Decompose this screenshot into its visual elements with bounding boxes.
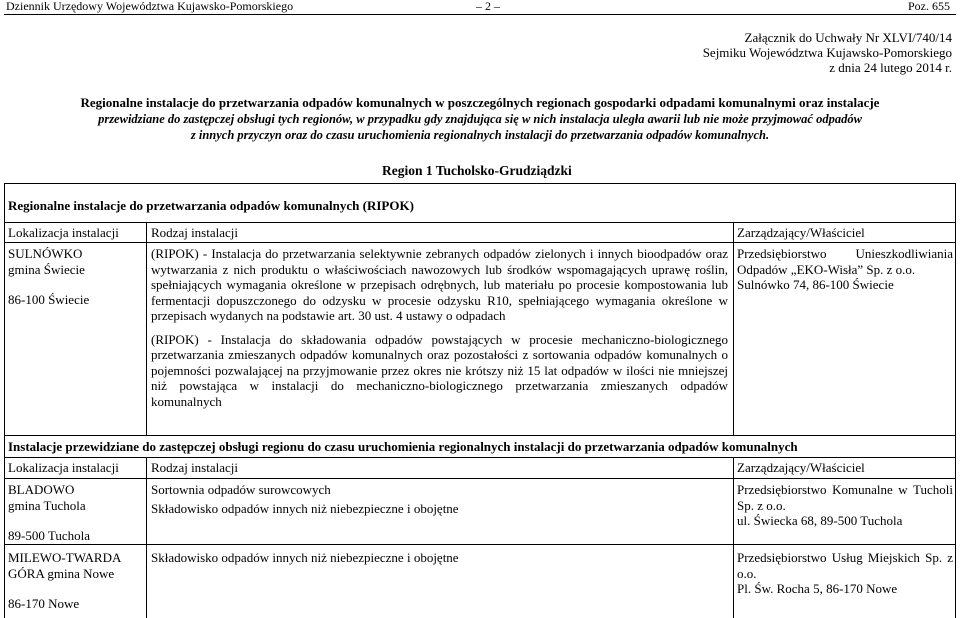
annex-line-2: Sejmiku Województwa Kujawsko-Pomorskiego bbox=[702, 45, 952, 60]
col-divider bbox=[733, 457, 734, 618]
location-municipality: gmina Świecie bbox=[8, 261, 85, 277]
owner-name: Przedsiębiorstwo Komunalne w Tucholi Sp. z o.o. bbox=[737, 482, 953, 513]
title-line-3: z innych przyczyn oraz do czasu uruchomienia regionalnych instalacji do przetwarzania odpadów komunalnych. bbox=[190, 128, 770, 142]
ripok-type bbox=[151, 246, 728, 409]
owner bbox=[737, 482, 953, 529]
title-line-1: Regionalne instalacje do przetwarzania odpadów komunalnych w poszczególnych regionach gospodarki odpadami komunalnymi oraz instalacje bbox=[80, 95, 880, 110]
col-divider bbox=[146, 222, 147, 435]
column-header-location: Lokalizacja instalacji bbox=[8, 225, 119, 240]
installation-type: Sortownia odpadów surowcowych bbox=[151, 482, 331, 497]
left-border bbox=[4, 183, 5, 618]
col-divider bbox=[733, 222, 734, 435]
column-header-owner: Zarządzający/Właściciel bbox=[737, 460, 865, 475]
ripok-owner bbox=[737, 246, 953, 293]
owner-address: ul. Świecka 68, 89-500 Tuchola bbox=[737, 513, 903, 528]
ripok-location bbox=[8, 246, 142, 308]
col-divider bbox=[146, 457, 147, 618]
table-row bbox=[8, 550, 142, 612]
annex-line-1: Załącznik do Uchwały Nr XLVI/740/14 bbox=[744, 30, 952, 45]
position-number: Poz. 655 bbox=[908, 0, 950, 13]
location-name: MILEWO-TWARDA bbox=[8, 550, 122, 565]
rule bbox=[4, 435, 956, 436]
ripok-heading: Regionalne instalacje do przetwarzania odpadów komunalnych (RIPOK) bbox=[8, 198, 414, 213]
annex-line-3: z dnia 24 lutego 2014 r. bbox=[829, 60, 952, 75]
installation-type: Składowisko odpadów innych niż niebezpieczne i obojętne bbox=[151, 550, 459, 565]
owner-address: Pl. Św. Rocha 5, 86-170 Nowe bbox=[737, 581, 898, 596]
owner-name: Przedsiębiorstwo Usług Miejskich Sp. z o.o. bbox=[737, 550, 953, 581]
journal-title: Dziennik Urzędowy Województwa Kujawsko-Pomorskiego bbox=[6, 0, 294, 13]
installation-description: (RIPOK) - Instalacja do składowania odpadów powstających w procesie mechaniczno-biologicznego przetwarzania zmieszanych odpadów komunalnych oraz pozostałości z sortowania odpadów komunalnych o pojemności pozwalającej na przyjmowanie przez okres nie krótszy niż 15 lat odpadów w ilości nie mniejszej niż powstająca w instalacji do mechaniczno-biologicznego przetwarzania zmieszanych odpadów komunalnych bbox=[151, 331, 728, 409]
column-header-type: Rodzaj instalacji bbox=[151, 460, 239, 475]
page-number: – 2 – bbox=[476, 0, 500, 13]
owner bbox=[737, 550, 953, 597]
location-postal: 89-500 Tuchola bbox=[8, 528, 90, 543]
location-municipality: gmina Tuchola bbox=[8, 497, 86, 513]
installation-types bbox=[151, 482, 728, 516]
column-header-owner: Zarządzający/Właściciel bbox=[737, 225, 865, 240]
table-top-rule bbox=[4, 183, 956, 184]
location-name: BLADOWO bbox=[8, 482, 75, 497]
column-header-location: Lokalizacja instalacji bbox=[8, 460, 119, 475]
annex-note bbox=[703, 30, 952, 75]
table-row bbox=[8, 482, 142, 544]
column-header-type: Rodzaj instalacji bbox=[151, 225, 239, 240]
location-name: SULNÓWKO bbox=[8, 246, 83, 261]
substitute-heading: Instalacje przewidziane do zastępczej obsługi regionu do czasu uruchomienia regionalnych instalacji do przetwarzania odpadów komunalnych bbox=[8, 439, 798, 454]
title-line-2: przewidziane do zastępczej obsługi tych regionów, w przypadku gdy znajdująca się w nich instalacja uległa awarii lub nie może przyjmować odpadów bbox=[98, 112, 862, 126]
owner-name: Przedsiębiorstwo Unieszkodliwiania Odpadów „EKO-Wisła” Sp. z o.o. bbox=[737, 246, 953, 277]
location-postal: 86-170 Nowe bbox=[8, 596, 80, 611]
owner-address: Sulnówko 74, 86-100 Świecie bbox=[737, 277, 894, 292]
installation-description: (RIPOK) - Instalacja do przetwarzania selektywnie zebranych odpadów zielonych i innych bioodpadów oraz wytwarzania z nich produktu o właściwościach nawozowych lub środków wspomagających uprawę roślin, spełniających wymagania określone w przepisach odrębnych, lub materiału po procesie kompostowania lub fermentacji dopuszczonego do odzysku w procesie odzysku R10, spełniającego wymagania określone w przepisach wydanych na podstawie art. 30 ust. 4 ustawy o odpadach bbox=[151, 246, 728, 323]
location-postal: 86-100 Świecie bbox=[8, 292, 90, 307]
right-border bbox=[955, 183, 956, 618]
installation-types bbox=[151, 550, 728, 566]
running-header bbox=[4, 0, 956, 15]
installation-type: Składowisko odpadów innych niż niebezpieczne i obojętne bbox=[151, 500, 459, 516]
region-title: Region 1 Tucholsko-Grudziądzki bbox=[382, 163, 572, 178]
location-municipality: GÓRA gmina Nowe bbox=[8, 565, 115, 581]
document-title bbox=[8, 95, 952, 143]
